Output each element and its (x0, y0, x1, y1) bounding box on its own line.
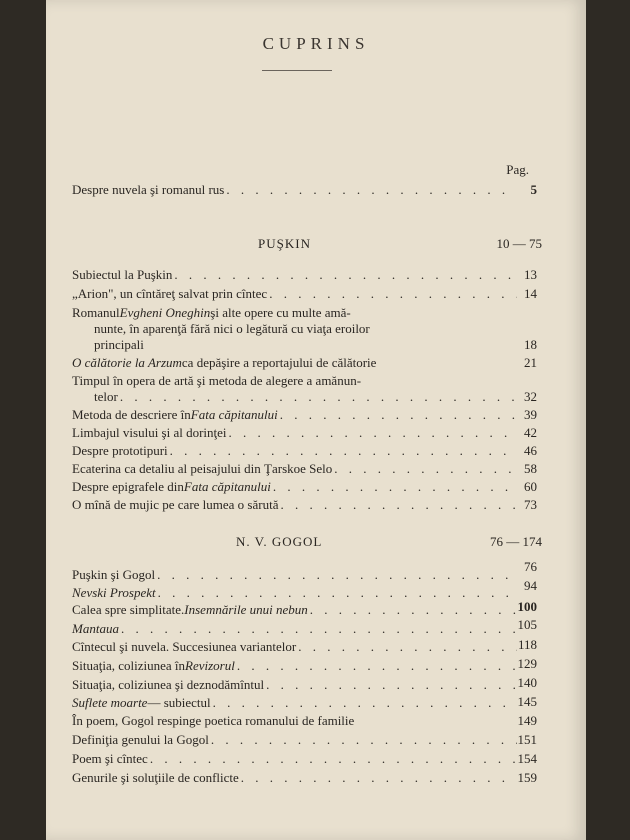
toc-page-number: 105 (517, 617, 537, 632)
toc-entry-title: Evgheni Oneghin (119, 305, 211, 320)
toc-entry-text: Puşkin şi Gogol (72, 567, 156, 582)
toc-entry-text: Despre nuvela şi romanul rus (72, 182, 225, 197)
toc-entry (72, 751, 517, 767)
section-heading: PUŞKIN (258, 236, 311, 251)
leader-dots (170, 443, 517, 459)
toc-entry-text: În poem, Gogol respinge poetica romanului de familie (72, 713, 355, 728)
toc-page-number: 21 (524, 355, 537, 370)
toc-page-number: 18 (524, 337, 537, 352)
toc-entry (72, 461, 517, 477)
toc-entry (72, 443, 517, 459)
toc-entry (72, 713, 517, 729)
toc-page-number: 100 (517, 599, 537, 614)
toc-entry-text: Despre epigrafele din (72, 479, 184, 494)
toc-entry (72, 621, 517, 637)
toc-entry-text: Definiţia genului la Gogol (72, 732, 209, 747)
leader-dots (150, 751, 517, 767)
toc-entry (72, 695, 517, 711)
toc-entry-title: Fata căpitanului (183, 479, 271, 494)
toc-page-number: 39 (524, 407, 537, 422)
toc-entry-title: Insemnările unui nebun (184, 602, 308, 617)
title-divider (262, 70, 332, 71)
toc-entry (72, 770, 517, 786)
toc-entry-text: Timpul în opera de artă şi metoda de alegere a amănun- (72, 373, 362, 388)
leader-dots (298, 639, 517, 655)
toc-entry (72, 373, 517, 389)
toc-entry (72, 602, 517, 618)
leader-dots (280, 407, 517, 423)
section-heading: N. V. GOGOL (236, 534, 323, 549)
leader-dots (158, 585, 517, 601)
section-page-range: 10 — 75 (496, 236, 542, 251)
toc-entry (72, 639, 517, 655)
toc-page-number: 118 (517, 637, 537, 652)
toc-entry (72, 305, 517, 321)
toc-entry (72, 182, 517, 198)
toc-entry (72, 407, 517, 423)
toc-page-number: 14 (524, 286, 537, 301)
toc-entry-text: „Arion", un cîntăreţ salvat prin cîntec (72, 286, 268, 301)
toc-entry-text: principali (94, 337, 144, 352)
leader-dots (241, 770, 517, 786)
toc-entry-text: Genurile şi soluţiile de conflicte (72, 770, 239, 785)
toc-page-number: 129 (517, 656, 537, 671)
toc-page-number: 13 (524, 267, 537, 282)
toc-entry (72, 567, 517, 583)
toc-entry (72, 355, 517, 371)
toc-entry (72, 286, 517, 302)
toc-page-number: 60 (524, 479, 537, 494)
toc-entry-text: Despre prototipuri (72, 443, 168, 458)
toc-entry (72, 479, 517, 495)
toc-page-number: 5 (530, 182, 537, 197)
toc-page-number: 154 (517, 751, 537, 766)
toc-entry-text: Metoda de descriere în (72, 407, 191, 422)
toc-entry-text: Limbajul visului şi al dorinţei (72, 425, 227, 440)
toc-entry-text: Situaţia, coliziunea în (72, 658, 185, 673)
toc-entry-text: Calea spre simplitate. (72, 602, 185, 617)
toc-page-number: 159 (517, 770, 537, 785)
toc-entry-text: Cîntecul şi nuvela. Succesiunea variantelor (72, 639, 297, 654)
toc-entry (72, 732, 517, 748)
toc-page-number: 145 (517, 694, 537, 709)
toc-entry-text: ca depăşire a reportajului de călătorie (181, 355, 377, 370)
toc-entry-text: Poem şi cîntec (72, 751, 148, 766)
toc-entry-text: şi alte opere cu multe amă- (210, 305, 351, 320)
toc-entry-title: O călătorie la Arzum (72, 355, 182, 370)
toc-entry (72, 497, 517, 513)
leader-dots (266, 677, 517, 693)
leader-dots (237, 658, 517, 674)
toc-entry-title: Nevski Prospekt (72, 585, 156, 600)
toc-page-number: 149 (517, 713, 537, 728)
leader-dots (157, 567, 517, 583)
toc-entry-text: Romanul (72, 305, 120, 320)
toc-page-number: 151 (517, 732, 537, 747)
toc-entry-text: Ecaterina ca detaliu al peisajului din Ţarskoe Selo (72, 461, 333, 476)
toc-entry-title: Mantaua (72, 621, 119, 636)
leader-dots (310, 602, 517, 618)
leader-dots (213, 695, 517, 711)
toc-page-number: 32 (524, 389, 537, 404)
toc-page-number: 73 (524, 497, 537, 512)
leader-dots (280, 497, 517, 513)
leader-dots (229, 425, 517, 441)
toc-entry (72, 658, 517, 674)
toc-entry-text: Situaţia, coliziunea şi deznodămîntul (72, 677, 265, 692)
toc-page-number: 140 (517, 675, 537, 690)
toc-page-number: 58 (524, 461, 537, 476)
toc-entry-text: telor (94, 389, 118, 404)
toc-page-number: 76 (524, 559, 537, 574)
toc-entry-title: Suflete moarte (72, 695, 148, 710)
toc-entry-continuation (94, 337, 517, 353)
toc-page-number: 46 (524, 443, 537, 458)
leader-dots (226, 182, 517, 198)
page-column-label: Pag. (506, 162, 529, 177)
page-title: CUPRINS (262, 34, 370, 53)
leader-dots (273, 479, 517, 495)
toc-entry-text: O mînă de mujic pe care lumea o sărută (72, 497, 279, 512)
toc-entry-continuation: nunte, în aparenţă fără nici o legătură cu viaţa eroilor (94, 321, 370, 336)
toc-entry-text: Subiectul la Puşkin (72, 267, 173, 282)
leader-dots (211, 732, 517, 748)
toc-page-number: 94 (524, 578, 537, 593)
leader-dots (174, 267, 517, 283)
toc-entry (72, 677, 517, 693)
toc-entry-title: Fata căpitanului (190, 407, 278, 422)
book-page (46, 0, 586, 840)
toc-entry (72, 425, 517, 441)
toc-entry-text: — subiectul (147, 695, 211, 710)
leader-dots (121, 621, 517, 637)
toc-page-number: 42 (524, 425, 537, 440)
toc-entry (72, 267, 517, 283)
leader-dots (120, 389, 517, 405)
toc-entry-continuation (94, 389, 517, 405)
toc-entry-title: Revizorul (185, 658, 235, 673)
section-page-range: 76 — 174 (490, 534, 542, 549)
toc-entry (72, 585, 517, 601)
leader-dots (269, 286, 517, 302)
